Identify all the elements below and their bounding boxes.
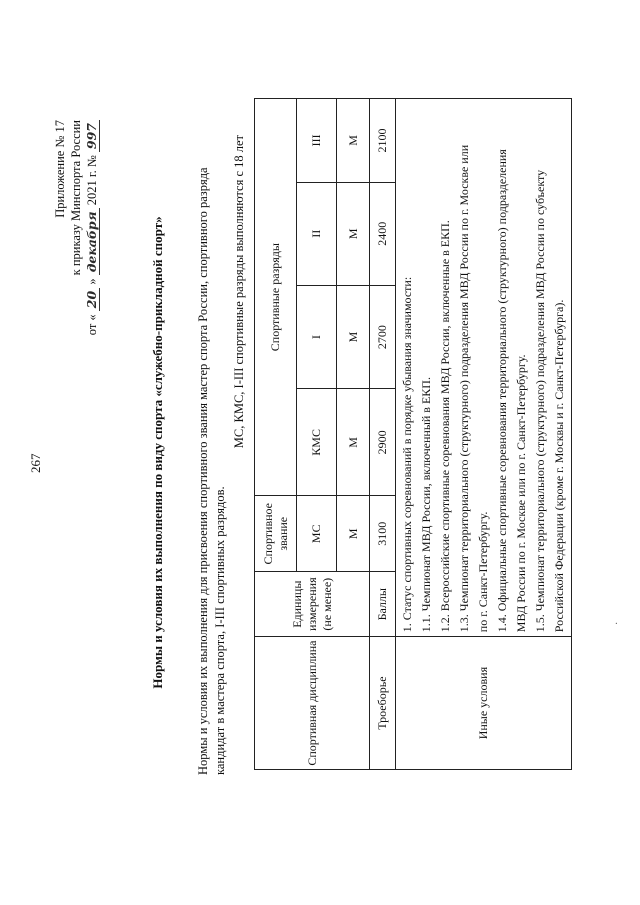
unit-cell: Баллы [370,572,396,637]
condition-line: 1.5. Чемпионат территориального (структурного) подразделения МВД России по субъекту [533,169,547,633]
header-discipline: Спортивная дисциплина [255,637,370,770]
appendix-order: к приказу Минспорта России [69,120,83,276]
intro-text [195,167,229,775]
header-unit-line: Единицы [289,580,304,628]
header-col: II [297,182,337,285]
condition-line: 1.2. Всероссийские спортивные соревнования МВД России, включенные в ЕКП. [438,220,452,633]
conditions-label: Иные условия [396,637,572,770]
gender-cell: М [337,389,370,496]
header-sport-title: Спортивное звание [255,496,297,572]
conditions-list [396,99,572,637]
header-unit [255,572,370,637]
handwritten-month: декабря [84,208,100,275]
table-row [370,99,396,770]
header-row [255,99,297,770]
header-col: III [297,99,337,183]
page-number: 267 [28,453,43,473]
condition-line: 1.3. Чемпионат территориального (структурного) подразделения МВД России по г. Москве или [457,144,471,633]
conditions-row [396,99,572,770]
header-col: I [297,285,337,389]
value-cell: 2900 [370,389,396,496]
value-cell: 2700 [370,285,396,389]
gender-cell: М [337,496,370,572]
document-title: Нормы и условия их выполнения по виду спорта «служебно-прикладной спорт» [150,216,165,689]
value-cell: 2100 [370,99,396,183]
condition-line: Российской Федерации (кроме г. Москвы и г. Санкт-Петербурга). [552,299,566,633]
header-unit-line: измерения [304,577,319,632]
handwritten-day: 20 [84,288,100,311]
condition-line: 1. Статус спортивных соревнований в порядке убывания значимости: [400,276,414,633]
appendix-block [52,120,100,335]
gender-cell: М [337,182,370,285]
header-col: МС [297,496,337,572]
discipline-cell: Троеборье [370,637,396,770]
norms-table [254,98,572,770]
age-note: МС, КМС, I-III спортивные разряды выполняются с 18 лет [232,135,246,449]
condition-line: 1.1. Чемпионат МВД России, включенный в ЕКП. [419,377,433,633]
date-quote: » [85,278,99,285]
appendix-date-line [84,120,100,335]
condition-line: МВД России по г. Москве или по г. Санкт-Петербургу. [514,354,528,633]
header-unit-line: (не менее) [319,577,334,631]
header-sport-ranks: Спортивные разряды [255,99,297,496]
appendix-title: Приложение № 17 [53,120,67,218]
scan-mark: · [612,621,623,625]
header-col: КМС [297,389,337,496]
condition-line: 1.4. Официальные спортивные соревнования территориального (структурного) подразделения [495,149,509,633]
value-cell: 2400 [370,182,396,285]
intro-line: кандидат в мастера спорта, I-III спортивных разрядов. [213,486,227,775]
gender-cell: М [337,99,370,183]
date-prefix: от « [85,314,99,336]
condition-line: по г. Санкт-Петербургу. [476,511,490,633]
gender-cell: М [337,285,370,389]
value-cell: 3100 [370,496,396,572]
intro-line: Нормы и условия их выполнения для присвоения спортивного звания мастер спорта России, спортивного разряда [196,167,210,775]
date-year: 2021 г. № [85,155,99,206]
handwritten-order-number: 997 [84,120,100,152]
